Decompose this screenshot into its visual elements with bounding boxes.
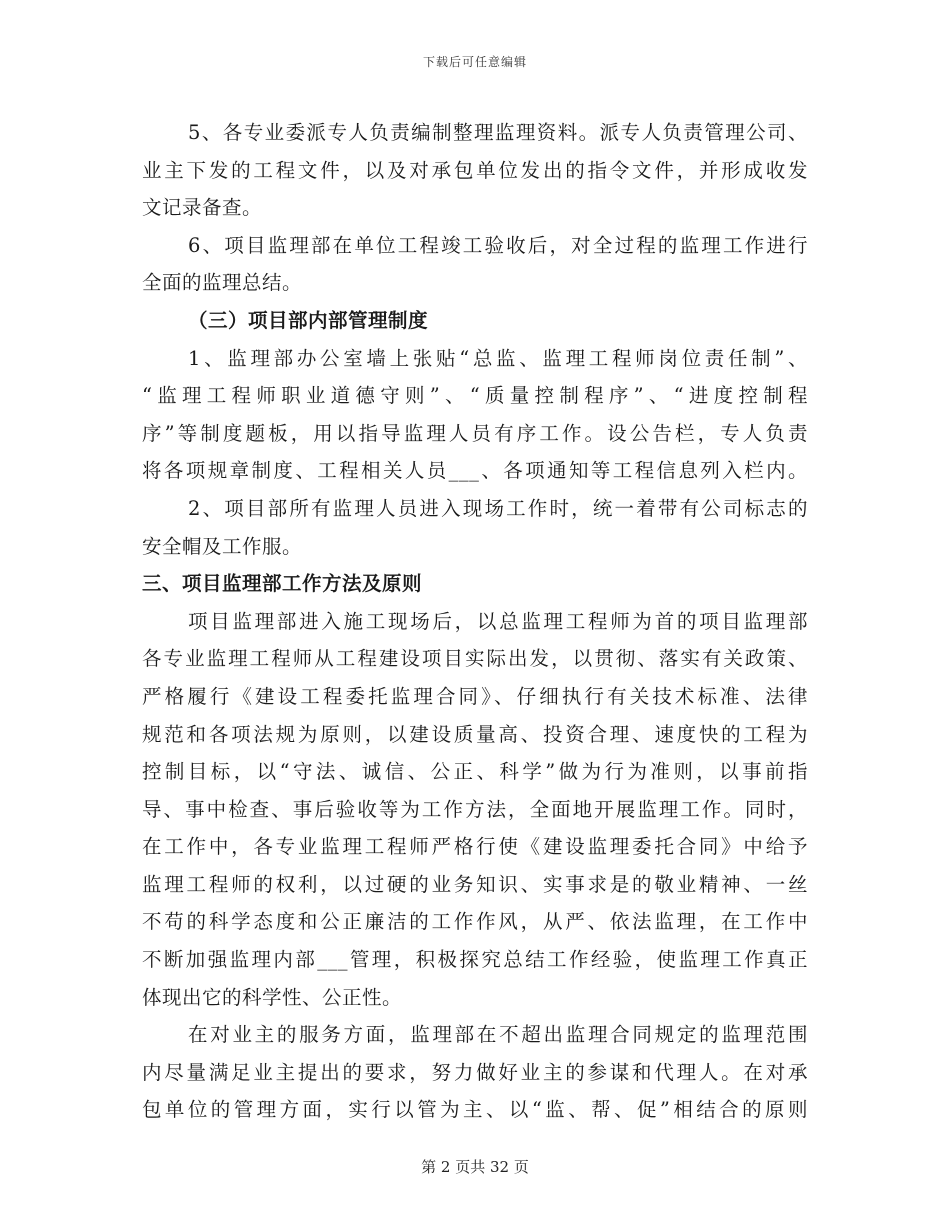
paragraph-line: 包单位的管理方面，实行以管为主、以“监、帮、促”相结合的原则 — [142, 1098, 808, 1122]
paragraph-line: 规范和各项法规为原则，以建设质量高、投资合理、速度快的工程为 — [142, 722, 808, 746]
paragraph-line: 监理工程师的权利，以过硬的业务知识、实事求是的敬业精神、一丝 — [142, 872, 808, 896]
page-number: 第 2 页共 32 页 — [421, 1158, 529, 1176]
paragraph-line: 各专业监理工程师从工程建设项目实际出发，以贯彻、落实有关政策、 — [142, 647, 808, 671]
paragraph-line: 控制目标，以“守法、诚信、公正、科学”做为行为准则，以事前指 — [142, 760, 808, 784]
paragraph-line: 将各项规章制度、工程相关人员___、各项通知等工程信息列入栏内。 — [142, 459, 808, 483]
paragraph-line: “监理工程师职业道德守则”、“质量控制程序”、“进度控制程 — [142, 384, 808, 408]
paragraph-line: 文记录备查。 — [142, 196, 263, 220]
paragraph-line: 在工作中，各专业监理工程师严格行使《建设监理委托合同》中给予 — [142, 835, 808, 859]
paragraph-line: 2、项目部所有监理人员进入现场工作时，统一着带有公司标志的 — [188, 496, 808, 520]
paragraph-line: 5、各专业委派专人负责编制整理监理资料。派专人负责管理公司、 — [188, 121, 808, 144]
paragraph-line: 导、事中检查、事后验收等为工作方法，全面地开展监理工作。同时， — [142, 797, 808, 821]
paragraph-line: 1、监理部办公室墙上张贴“总监、监理工程师岗位责任制”、 — [188, 346, 808, 370]
paragraph-line: 序”等制度题板，用以指导监理人员有序工作。设公告栏，专人负责 — [142, 421, 808, 445]
header-note: 下载后可任意编辑 — [422, 55, 527, 69]
paragraph-line: 内尽量满足业主提出的要求，努力做好业主的参谋和代理人。在对承 — [142, 1060, 808, 1084]
paragraph-line: 不断加强监理内部___管理，积极探究总结工作经验，使监理工作真正 — [142, 948, 808, 972]
paragraph-line: 6、项目监理部在单位工程竣工验收后，对全过程的监理工作进行 — [188, 233, 808, 257]
paragraph-line: 在对业主的服务方面，监理部在不超出监理合同规定的监理范围 — [188, 1023, 808, 1047]
document-body — [142, 114, 808, 1129]
chapter-heading: 三、项目监理部工作方法及原则 — [142, 572, 423, 596]
paragraph-line: 安全帽及工作服。 — [142, 534, 303, 558]
paragraph-line: 项目监理部进入施工现场后，以总监理工程师为首的项目监理部 — [188, 609, 808, 633]
section-heading: （三）项目部内部管理制度 — [188, 308, 429, 332]
paragraph-line: 体现出它的科学性、公正性。 — [142, 985, 403, 1009]
paragraph-line: 全面的监理总结。 — [142, 271, 303, 295]
paragraph-line: 严格履行《建设工程委托监理合同》、仔细执行有关技术标准、法律 — [142, 684, 808, 708]
paragraph-line: 业主下发的工程文件，以及对承包单位发出的指令文件，并形成收发 — [142, 158, 808, 182]
paragraph-line: 不苟的科学态度和公正廉洁的工作作风，从严、依法监理，在工作中 — [142, 910, 808, 934]
